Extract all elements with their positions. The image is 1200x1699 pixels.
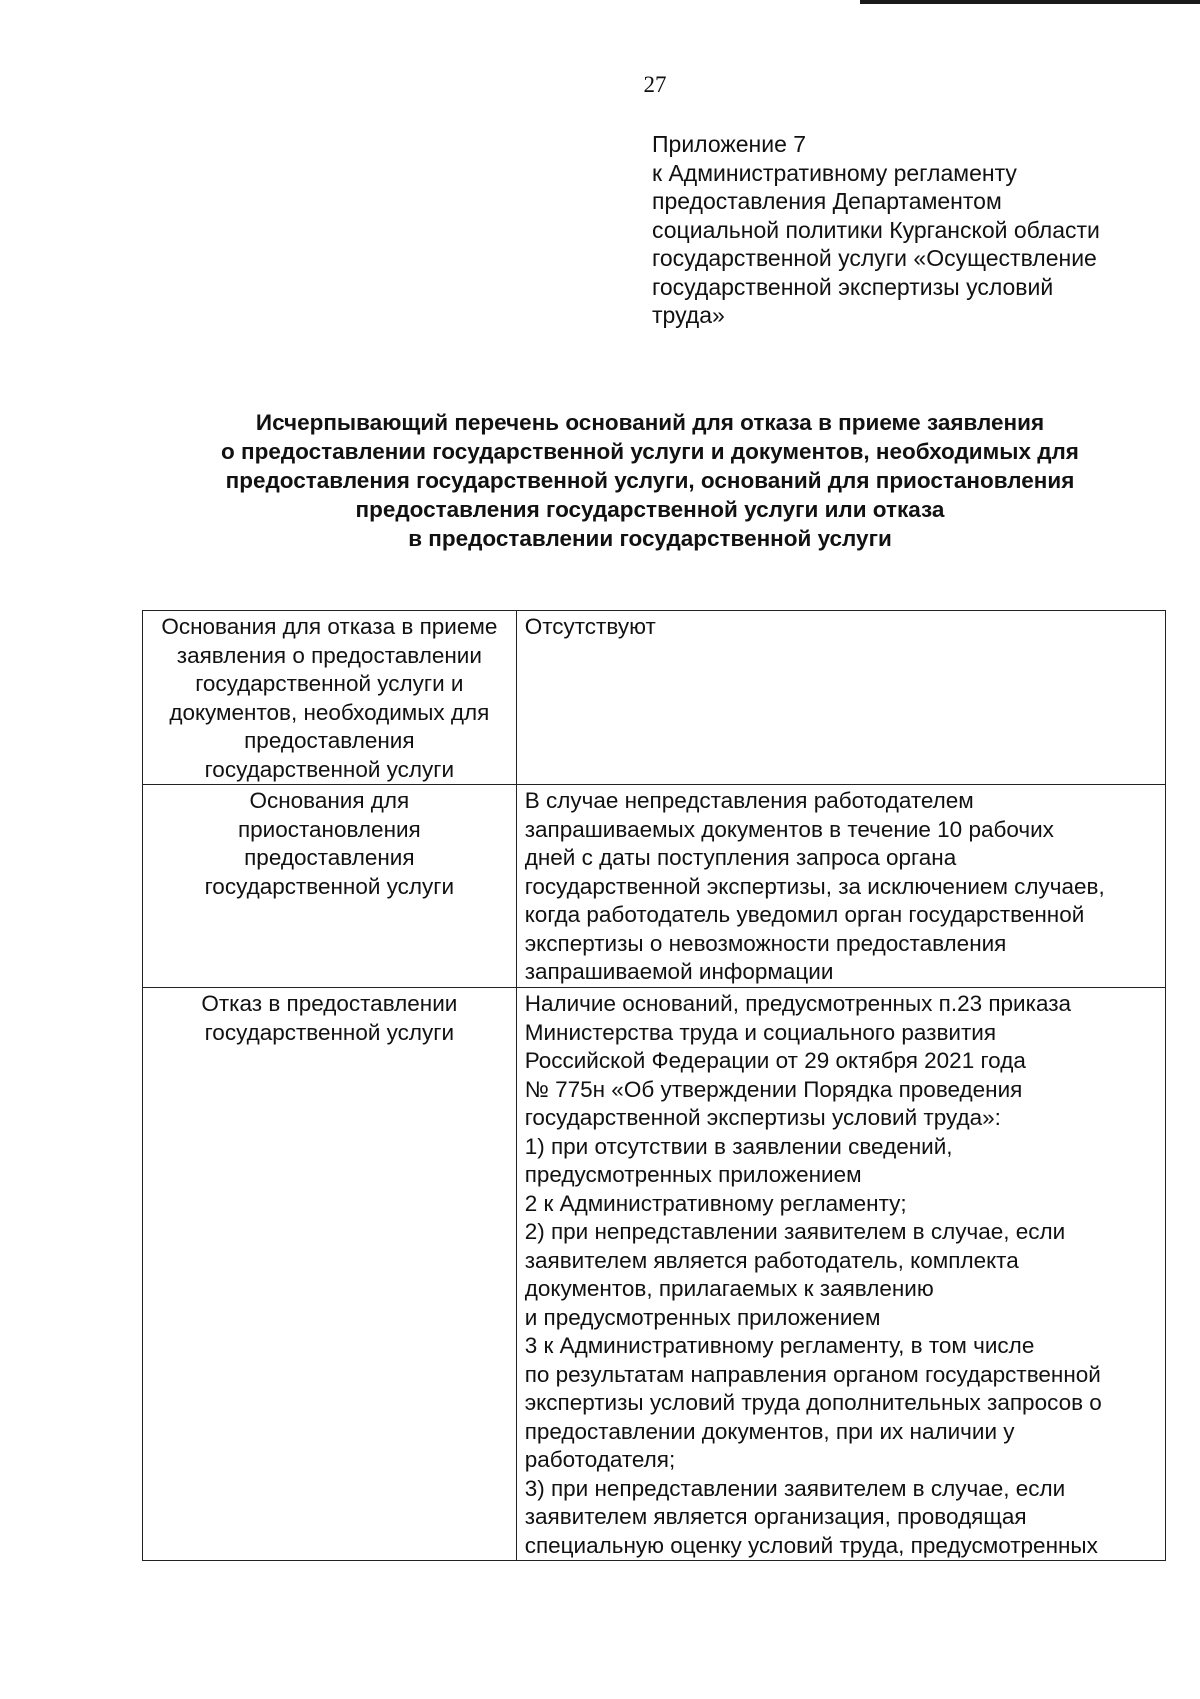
title-line: предоставления государственной услуги, оснований для приостановления xyxy=(225,468,1075,493)
value-line: специальную оценку условий труда, предусмотренных xyxy=(524,1532,1098,1558)
scan-edge-mark xyxy=(860,0,1200,4)
title-line: в предоставлении государственной услуги xyxy=(408,526,892,551)
appendix-line: государственной услуги «Осуществление xyxy=(652,245,1097,271)
table-row-suspension xyxy=(143,785,1166,988)
label-line: Основания для отказа в приеме xyxy=(161,614,498,639)
value-line: когда работодатель уведомил орган государственной xyxy=(524,902,1085,927)
label-line: документов, необходимых для xyxy=(169,699,490,725)
row-label-cell xyxy=(143,785,517,988)
page-number: 27 xyxy=(643,72,667,97)
appendix-header xyxy=(652,130,1152,330)
value-line: 1) при отсутствии в заявлении сведений, xyxy=(524,1133,953,1159)
value-line: 3) при непредставлении заявителем в случае, если xyxy=(524,1475,1066,1501)
label-line: Основания для xyxy=(249,788,410,813)
value-line: 3 к Административному регламенту, в том числе xyxy=(524,1333,1035,1358)
document-title xyxy=(150,408,1150,553)
value-line: экспертизы условий труда дополнительных запросов о xyxy=(524,1390,1102,1415)
value-line: запрашиваемой информации xyxy=(524,959,834,984)
appendix-line: предоставления Департаментом xyxy=(652,188,1002,214)
value-line: работодателя; xyxy=(524,1447,676,1472)
row-value-cell xyxy=(516,785,1165,988)
title-line: о предоставлении государственной услуги и документов, необходимых для xyxy=(221,439,1079,464)
row-value-cell xyxy=(516,988,1165,1561)
row-value-cell xyxy=(516,611,1165,785)
label-line: государственной услуги xyxy=(204,873,455,899)
appendix-line: социальной политики Курганской области xyxy=(652,216,1100,243)
value-line: государственной экспертизы условий труда»: xyxy=(524,1105,1001,1130)
value-line: государственной экспертизы, за исключением случаев, xyxy=(524,873,1105,899)
label-line: приостановления xyxy=(237,816,421,842)
value-line: Отсутствуют xyxy=(524,614,656,639)
appendix-line: государственной экспертизы условий xyxy=(652,273,1054,300)
value-line: № 775н «Об утверждении Порядка проведения xyxy=(524,1076,1023,1102)
value-line: 2 к Административному регламенту; xyxy=(524,1190,907,1216)
value-line: дней с даты поступления запроса органа xyxy=(524,845,957,870)
label-line: Отказ в предоставлении xyxy=(201,991,458,1016)
table-row-refusal-to-accept xyxy=(143,611,1166,785)
value-line: Российской Федерации от 29 октября 2021 года xyxy=(524,1048,1026,1073)
value-line: по результатам направления органом государственной xyxy=(524,1361,1101,1387)
title-line: Исчерпывающий перечень оснований для отказа в приеме заявления xyxy=(255,410,1045,435)
appendix-line: труда» xyxy=(652,302,725,328)
value-line: Министерства труда и социального развития xyxy=(524,1019,997,1045)
value-line: документов, прилагаемых к заявлению xyxy=(524,1276,934,1301)
label-line: государственной услуги xyxy=(204,756,455,782)
value-line: и предусмотренных приложением xyxy=(524,1304,881,1330)
row-label-cell xyxy=(143,611,517,785)
appendix-line: к Административному регламенту xyxy=(652,159,1017,186)
value-line: заявителем является работодатель, комплекта xyxy=(524,1247,1019,1273)
label-line: предоставления xyxy=(244,728,415,753)
table-row-refusal-of-service xyxy=(143,988,1166,1561)
value-line: В случае непредставления работодателем xyxy=(524,788,974,813)
value-line: экспертизы о невозможности предоставления xyxy=(524,930,1007,956)
appendix-line: Приложение 7 xyxy=(652,131,807,157)
row-label-cell xyxy=(143,988,517,1561)
label-line: государственной услуги и xyxy=(195,671,464,696)
title-line: предоставления государственной услуги или отказа xyxy=(355,497,945,522)
value-line: предоставлении документов, при их наличии у xyxy=(524,1418,1015,1444)
grounds-table xyxy=(142,610,1166,1561)
value-line: предусмотренных приложением xyxy=(524,1162,862,1187)
label-line: государственной услуги xyxy=(204,1019,455,1045)
value-line: Наличие оснований, предусмотренных п.23 приказа xyxy=(524,991,1072,1016)
label-line: заявления о предоставлении xyxy=(176,642,482,668)
value-line: запрашиваемых документов в течение 10 рабочих xyxy=(524,816,1054,842)
value-line: заявителем является организация, проводящая xyxy=(524,1504,1027,1529)
value-line: 2) при непредставлении заявителем в случае, если xyxy=(524,1219,1066,1244)
label-line: предоставления xyxy=(244,845,415,870)
